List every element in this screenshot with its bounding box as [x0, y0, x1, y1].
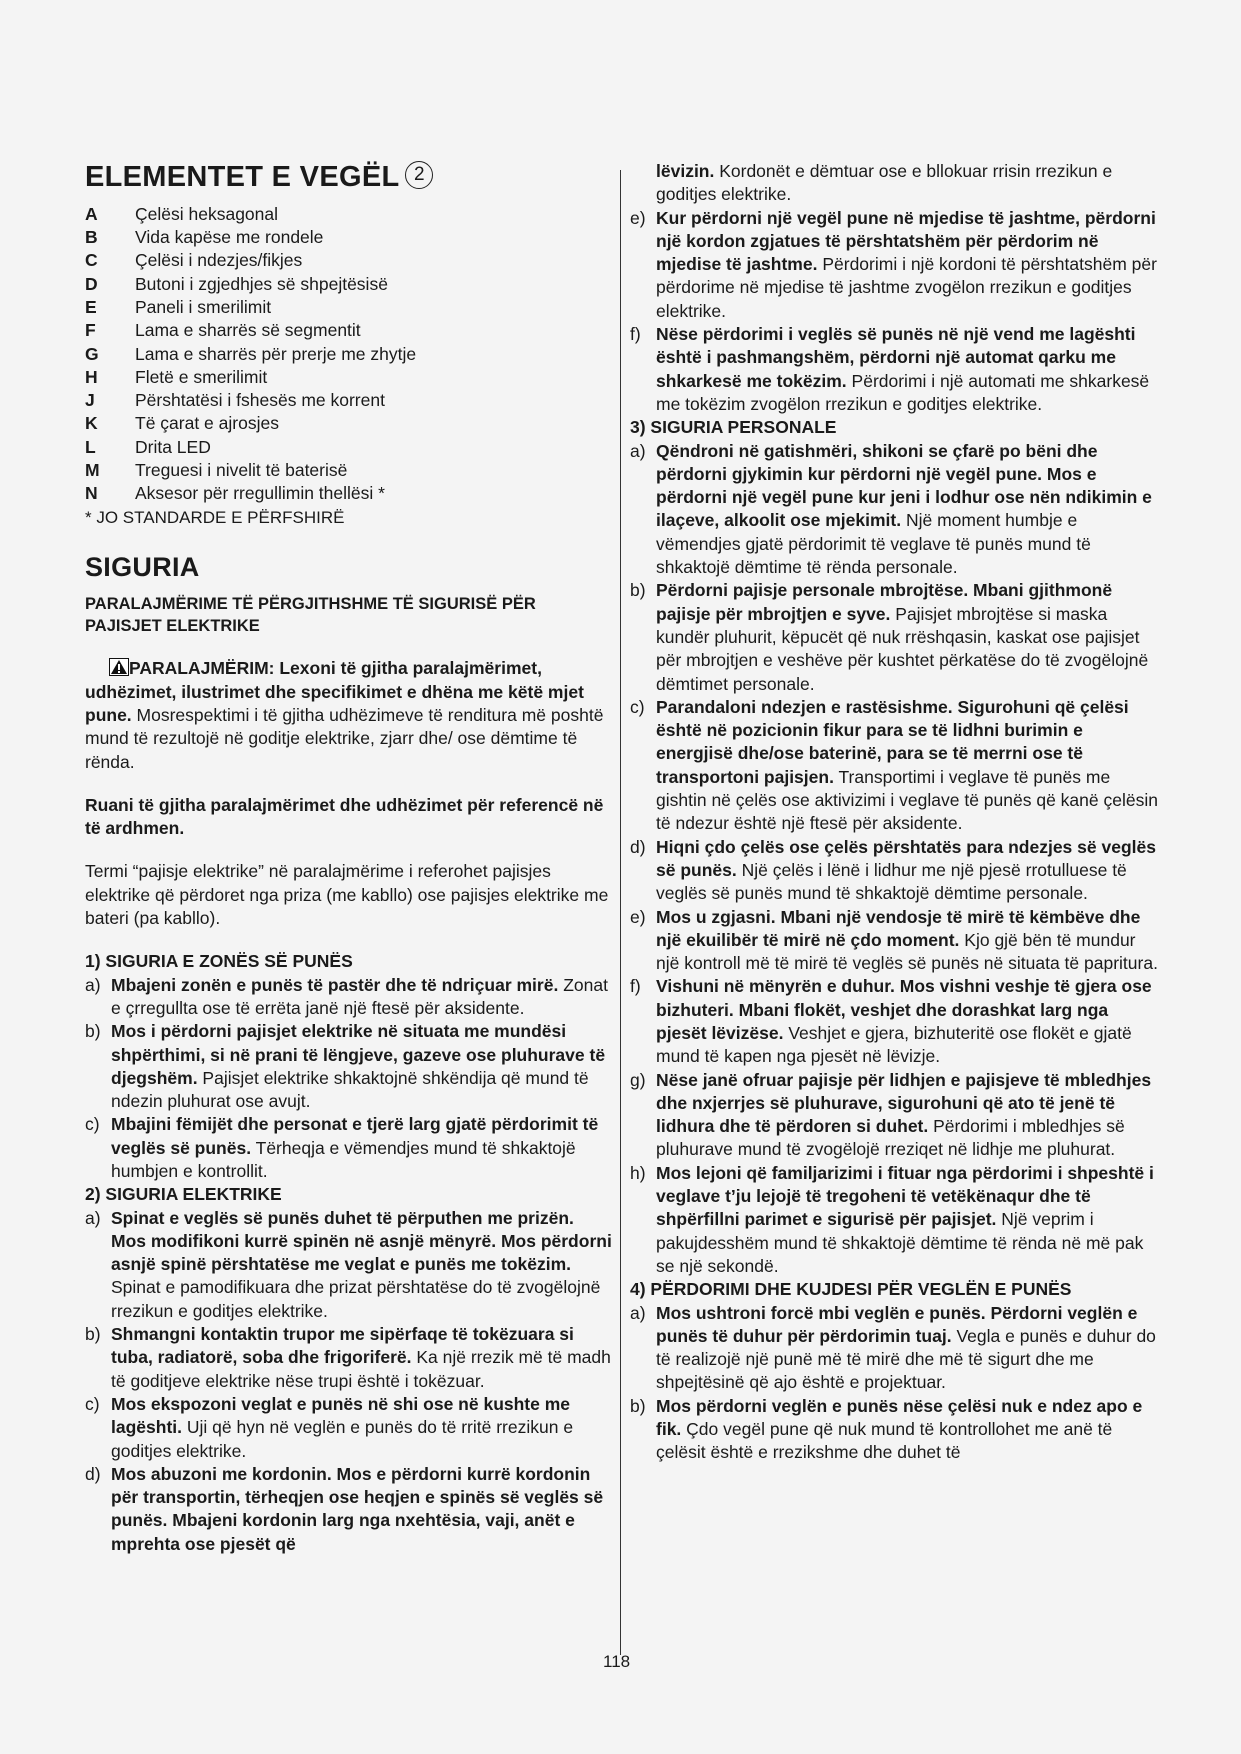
list-item: lëvizin. Kordonët e dëmtuar ose e bllokuar rrisin rrezikun e goditjes elektrike.: [656, 161, 1113, 205]
list-item: [85, 974, 613, 1021]
list-item: [630, 579, 1160, 695]
list-marker: c): [85, 1393, 100, 1414]
section-4-list: [630, 1302, 1160, 1465]
part-item: [85, 343, 613, 366]
part-item: [85, 319, 613, 342]
part-letter: K: [85, 413, 98, 434]
list-marker: f): [630, 324, 641, 345]
part-item: [85, 459, 613, 482]
part-label: Drita LED: [135, 436, 211, 457]
general-safety-heading: PARALAJMËRIME TË PËRGJITHSHME TË SIGURISË PËR PAJISJET ELEKTRIKE: [85, 595, 536, 636]
part-label: Butoni i zgjedhjes së shpejtësisë: [135, 273, 388, 294]
list-marker: c): [85, 1114, 100, 1135]
list-item-bold: Qëndroni në gatishmëri, shikoni se çfarë po bëni dhe përdorni gjykimin kur përdorni një vegël pune. Mos e përdorni një vegël pune kur jeni i lodhur ose nën ndikimin e ilaçeve, alkoolit ose mjekimit.: [656, 440, 1152, 531]
list-item-bold: Mos ushtroni forcë mbi veglën e punës. Përdorni veglën e punës të duhur për përdorimin tuaj.: [656, 1302, 1138, 1346]
part-label: Vida kapëse me rondele: [135, 227, 324, 248]
list-item-text: Një veprim i pakujdesshëm mund të shkaktojë dëmtime të rënda në më pak se një sekondë.: [656, 1209, 1144, 1276]
list-item-text: Pajisjet mbrojtëse si maska kundër pluhurit, këpucët që nuk rrëshqasin, kaskat ose pajisjet për mbrojtjen e veshëve për kushtet përkatëse do të zvogëlojnë dëmtimet personale.: [656, 603, 1149, 694]
list-item-text: Transportimi i veglave të punës me gishtin në çelës ose aktivizimi i veglave të punës që kanë çelësin të ndezur është një ftesë për aksidente.: [656, 766, 1158, 834]
list-marker: h): [630, 1162, 646, 1183]
section-3-heading: 3) SIGURIA PERSONALE: [630, 417, 837, 438]
section-1-heading: 1) SIGURIA E ZONËS SË PUNËS: [85, 951, 353, 972]
list-item-text: Një çelës i lënë i lidhur me një pjesë rrotulluese të veglës së punës mund të shkaktojë dëmtime personale.: [656, 859, 1127, 904]
page-number: 118: [603, 1652, 631, 1671]
part-label: Aksesor për rregullimin thellësi *: [135, 483, 385, 504]
list-item-bold: Parandaloni ndezjen e rastësishme. Sigurohuni që çelësi është në pozicionin fikur para se të lidhni burimin e energjisë dhe/ose baterinë, para se të merrni ose të transportoni pajisjen.: [656, 696, 1129, 787]
list-item-bold: Vishuni në mënyrën e duhur. Mos vishni veshje të gjera ose bizhuteri. Mbani flokët, veshjet dhe dorashkat larg nga pjesët lëvizëse.: [656, 976, 1152, 1043]
list-item-bold: Hiqni çdo çelës ose çelës përshtatës para ndezjes së veglës së punës.: [656, 836, 1156, 880]
left-column: [85, 160, 613, 1556]
part-label: Paneli i smerilimit: [135, 296, 272, 317]
list-item-text: Zonat e çrregullta ose të errëta janë një ftesë për aksidente.: [111, 974, 608, 1018]
list-item-bold: Mos ekspozoni veglat e punës në shi ose në kushte me lagështi.: [111, 1393, 571, 1438]
list-item: [85, 1207, 613, 1323]
part-label: Çelësi i ndezjes/fikjes: [135, 250, 303, 271]
list-marker: a): [630, 440, 646, 461]
part-letter: E: [85, 296, 97, 317]
figure-reference: 2: [405, 161, 433, 189]
list-item: [630, 836, 1160, 906]
list-item-bold: Mos lejoni që familjarizimi i fituar nga përdorimi i shpeshtë i veglave t’ju lejojë të tregoheni të vetëkënaqur dhe të shpërfillni parimet e sigurisë për pajisjet.: [656, 1162, 1154, 1230]
list-marker: b): [85, 1324, 101, 1345]
list-item-text: Tërheqja e vëmendjes mund të shkaktojë humbjen e kontrollit.: [111, 1137, 576, 1181]
section-1-list: [85, 974, 613, 1184]
section-2-list: [85, 1207, 613, 1556]
part-item: [85, 436, 613, 459]
list-item: [630, 696, 1160, 836]
list-item-text: Përdorimi i një kordoni të përshtatshëm për përdorime në mjedise të jashtme zvogëlon rrezikun e goditjes elektrike.: [656, 254, 1157, 321]
list-item-text: Spinat e pamodifikuara dhe prizat përshtatëse do të zvogëlojnë rrezikun e goditjes elektrike.: [111, 1277, 601, 1321]
list-item: [630, 975, 1160, 1068]
part-letter: B: [85, 227, 98, 248]
list-marker: a): [85, 974, 101, 995]
list-item-text: Veshjet e gjera, bizhuteritë ose flokët e gjatë mund të kapen nga pjesët në lëvizje.: [656, 1022, 1132, 1067]
part-item: [85, 296, 613, 319]
parts-list: [85, 203, 613, 506]
list-item-text: Përdorimi i mbledhjes së pluhurave mund të zvogëlojë rreziqet në lidhje me pluhurat.: [656, 1116, 1125, 1160]
part-letter: L: [85, 436, 96, 457]
footnote: * JO STANDARDE E PËRFSHIRË: [85, 507, 345, 527]
list-marker: f): [630, 976, 641, 997]
part-label: Përshtatësi i fshesës me korrent: [135, 390, 385, 411]
list-item-bold: Mos abuzoni me kordonin. Mos e përdorni kurrë kordonin për transportin, tërheqjen ose heqjen e spinës së veglës së punës. Mbajeni kordonin larg nga nxehtësia, vaji, anët e mprehta ose pjesët që: [111, 1463, 604, 1554]
list-item-text: Vegla e punës e duhur do të realizojë një punë më të mirë dhe më të sigurt dhe me shpejtësinë që ajo është e projektuar.: [656, 1325, 1156, 1393]
list-item: [85, 1020, 613, 1113]
list-item-text: Një moment humbje e vëmendjes gjatë përdorimit të veglave të punës mund të shkaktojë dëmtime të rënda personale.: [656, 510, 1091, 578]
part-item: [85, 203, 613, 226]
list-item-text: Pajisjet elektrike shkaktojnë shkëndija që mund të ndezin pluhurat ose avujt.: [111, 1067, 589, 1112]
list-item-text: Uji që hyn në veglën e punës do të rritë rrezikun e goditjes elektrike.: [111, 1417, 574, 1461]
part-item: [85, 482, 613, 505]
column-divider: [620, 170, 621, 1655]
list-item: [630, 1069, 1160, 1162]
list-marker: a): [630, 1302, 646, 1323]
list-item-text: Çdo vegël pune që nuk mund të kontrollohet me anë të çelësit është e rrezikshme dhe duhet të: [656, 1419, 1113, 1463]
warning-icon: [109, 658, 129, 676]
part-letter: C: [85, 250, 98, 271]
right-column: [630, 160, 1160, 1465]
list-marker: e): [630, 207, 646, 228]
list-item-text: Përdorimi i një automati me shkarkesë me tokëzim zvogëlon rrezikun e goditjes elektrike.: [656, 370, 1150, 414]
list-item-bold: Kur përdorni një vegël pune në mjedise të jashtme, përdorni një kordon zgjatues të përshtatshëm për përdorim në mjedise të jashtme.: [656, 207, 1156, 275]
list-marker: b): [85, 1021, 101, 1042]
list-marker: b): [630, 580, 646, 601]
keep-instructions: Ruani të gjitha paralajmërimet dhe udhëzimet për referencë në të ardhmen.: [85, 794, 604, 839]
list-item: [630, 207, 1160, 323]
part-letter: F: [85, 320, 96, 341]
part-letter: G: [85, 343, 99, 364]
list-item-bold: Nëse përdorimi i veglës së punës në një vend me lagështi është i pashmangshëm, përdorni një automat qarku me shkarkesë me tokëzim.: [656, 324, 1136, 391]
list-item: [630, 323, 1160, 416]
part-letter: A: [85, 203, 98, 224]
elements-title: ELEMENTET E VEGËL 2: [85, 160, 613, 195]
list-item-bold: Mbajeni zonën e punës të pastër dhe të ndriçuar mirë.: [111, 974, 559, 995]
list-marker: a): [85, 1207, 101, 1228]
part-letter: D: [85, 273, 98, 294]
safety-title: SIGURIA: [85, 551, 200, 582]
part-item: [85, 249, 613, 272]
part-item: [85, 226, 613, 249]
list-item-bold: Mos u zgjasni. Mbani një vendosje të mirë të këmbëve dhe një ekuilibër të mirë në çdo moment.: [656, 906, 1141, 950]
list-item: [630, 1395, 1160, 1465]
list-item-bold: Mos përdorni veglën e punës nëse çelësi nuk e ndez apo e fik.: [656, 1395, 1143, 1440]
list-item-bold: Nëse janë ofruar pajisje për lidhjen e pajisjeve të mbledhjes dhe nxjerrjes së pluhurave, sigurohuni që ato të jenë të lidhura dhe të përdoren si duhet.: [656, 1069, 1152, 1137]
term-definition: Termi “pajisje elektrike” në paralajmërime i referohet pajisjes elektrike që përdoret nga priza (me kabllo) ose pajisjes elektrike me bateri (pa kabllo).: [85, 861, 609, 929]
list-item: [85, 1463, 613, 1556]
section-3-list: [630, 440, 1160, 1279]
list-item: [630, 440, 1160, 580]
list-marker: g): [630, 1069, 646, 1090]
part-item: [85, 273, 613, 296]
list-marker: b): [630, 1395, 646, 1416]
part-letter: M: [85, 460, 100, 481]
list-item-text: Ka një rrezik më të madh të goditjeve elektrike nëse trupi është i tokëzuar.: [111, 1347, 611, 1391]
part-letter: J: [85, 390, 95, 411]
list-item-bold: Mbajini fëmijët dhe personat e tjerë larg gjatë përdorimit të veglës së punës.: [111, 1114, 599, 1158]
part-label: Çelësi heksagonal: [135, 203, 279, 224]
list-item-bold: Përdorni pajisje personale mbrojtëse. Mbani gjithmonë pajisje për mbrojtjen e syve.: [656, 580, 1113, 624]
section-4-heading: 4) PËRDORIMI DHE KUJDESI PËR VEGLËN E PUNËS: [630, 1279, 1072, 1300]
list-marker: c): [630, 696, 645, 717]
part-label: Lama e sharrës së segmentit: [135, 320, 361, 341]
list-item: [85, 1113, 613, 1183]
list-item-text: Kjo gjë bën të mundur një kontroll më të mirë të veglës së punës në situata të papritura.: [656, 929, 1158, 974]
list-item: [630, 906, 1160, 976]
part-letter: H: [85, 366, 98, 387]
section-2-continued-list: [630, 207, 1160, 417]
part-label: Të çarat e ajrosjes: [135, 413, 279, 434]
part-label: Treguesi i nivelit të baterisë: [135, 460, 348, 481]
section-2-heading: 2) SIGURIA ELEKTRIKE: [85, 1184, 282, 1205]
list-marker: d): [630, 836, 646, 857]
list-item-bold: Spinat e veglës së punës duhet të përputhen me prizën. Mos modifikoni kurrë spinën në asnjë mënyrë. Mos përdorni asnjë spinë përshtatëse me veglat e punës me tokëzim.: [111, 1207, 612, 1275]
part-item: [85, 389, 613, 412]
list-item: [630, 1162, 1160, 1278]
list-marker: e): [630, 906, 646, 927]
list-item-bold: Mos i përdorni pajisjet elektrike në situata me mundësi shpërthimi, si në prani të lëngjeve, gazeve ose pluhurave të djegshëm.: [111, 1021, 606, 1088]
warning-paragraph: PARALAJMËRIM: Lexoni të gjitha paralajmërimet, udhëzimet, ilustrimet dhe specifikimet e dhëna me këtë mjet pune. Mosrespektimi i të gjitha udhëzimeve të renditura më poshtë mund të rezultojë në goditje elektrike, zjarr dhe/ ose dëmtime të rënda.: [85, 658, 604, 772]
list-item: [85, 1393, 613, 1463]
part-letter: N: [85, 483, 98, 504]
list-item: [630, 1302, 1160, 1395]
list-item-bold: Shmangni kontaktin trupor me sipërfaqe të tokëzuara si tuba, radiatorë, soba dhe frigoriferë.: [111, 1324, 574, 1368]
list-marker: d): [85, 1463, 101, 1484]
part-item: [85, 366, 613, 389]
part-label: Lama e sharrës për prerje me zhytje: [135, 343, 417, 364]
list-item: [85, 1323, 613, 1393]
part-item: [85, 412, 613, 435]
part-label: Fletë e smerilimit: [135, 366, 268, 387]
